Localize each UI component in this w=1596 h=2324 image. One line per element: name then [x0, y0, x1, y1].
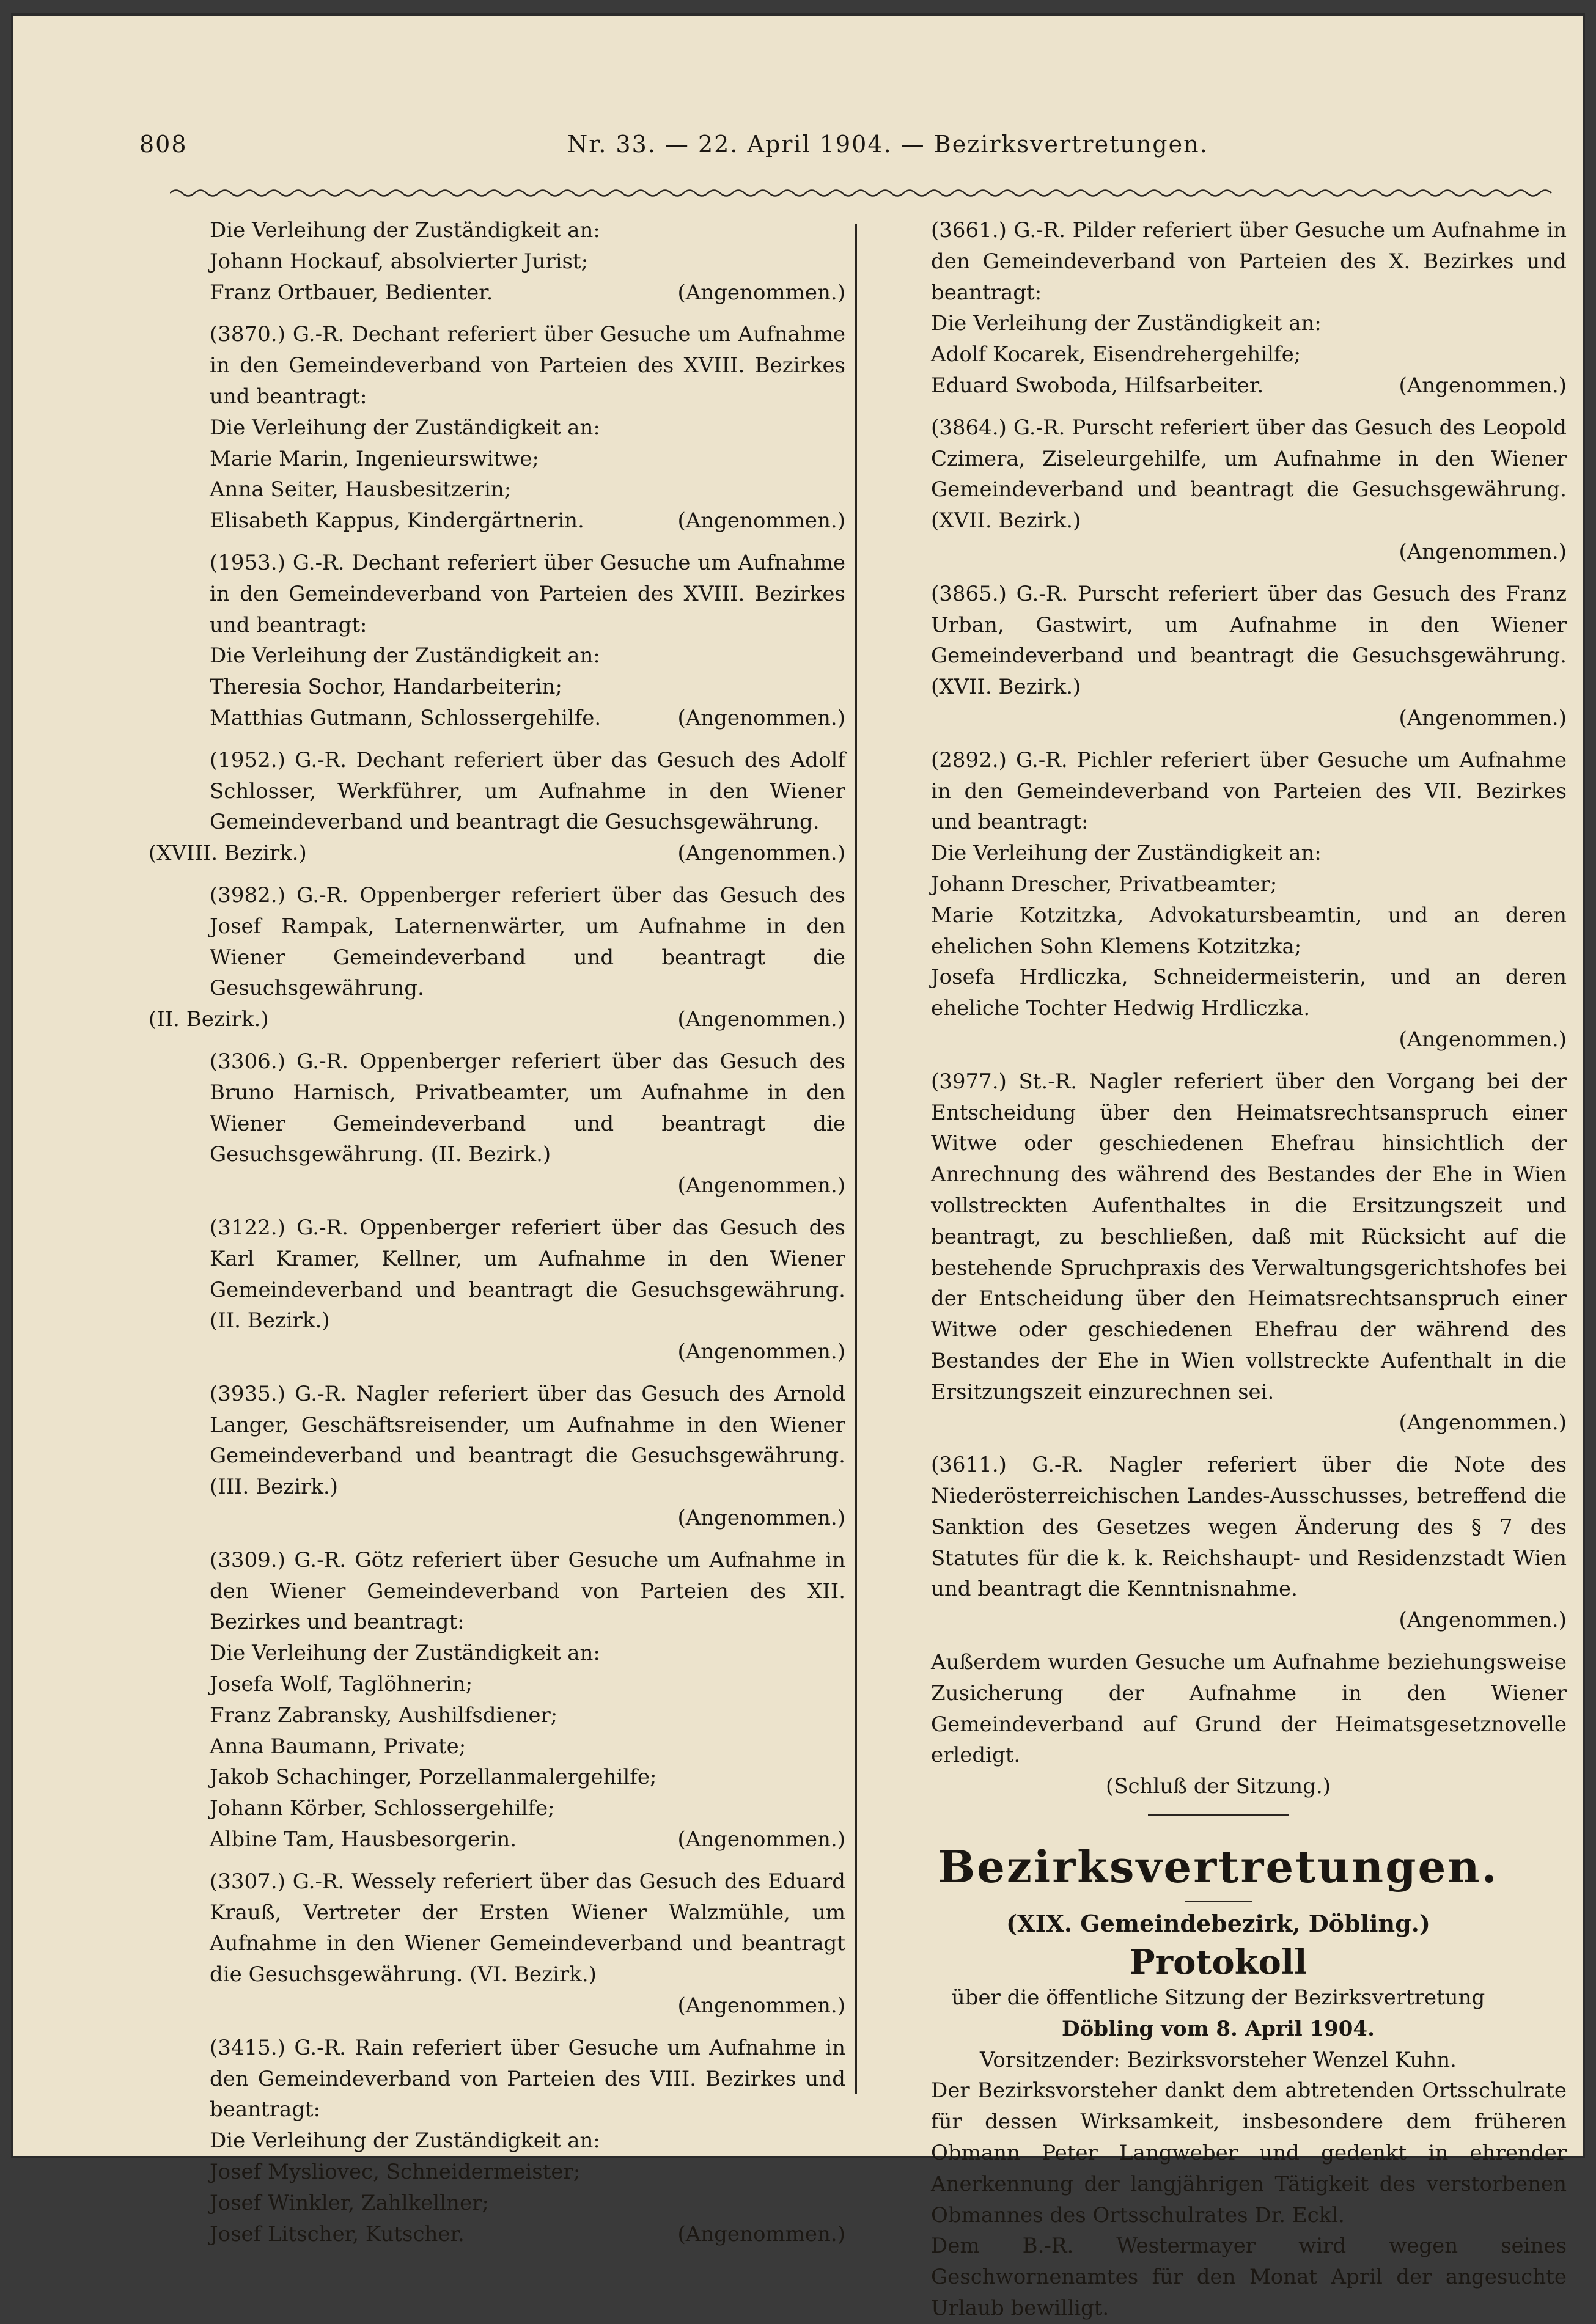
protocol-date: Döbling vom 8. April 1904. [1062, 2016, 1375, 2041]
verdict: (Angenommen.) [1399, 1410, 1567, 1435]
paragraph: Marie Marin, Ingenieurswitwe; [210, 446, 539, 471]
entry-text: Josef Litscher, Kutscher. [210, 2221, 465, 2246]
verdict: (Angenommen.) [677, 1506, 845, 1531]
section-rule [1148, 1814, 1289, 1816]
paragraph: Marie Kotzitzka, Advokatursbeamtin, und an deren ehelichen Sohn Klemens Kotzitzka; [931, 903, 1567, 959]
paragraph: Josefa Wolf, Taglöhnerin; [210, 1672, 473, 1697]
paragraph: (1952.) G.-R. Dechant referiert über das Gesuch des Adolf Schlosser, Werkführer, um Aufnahme in den Wiener Gemeindeverband und beantragt die Gesuchsgewährung. [210, 747, 845, 835]
protocol-line: über die öffentliche Sitzung der Bezirksvertretung [951, 1985, 1485, 2011]
paragraph: (3982.) G.-R. Oppenberger referiert über das Gesuch des Josef Rampak, Laternenwärter, um Aufnahme in den Wiener Gemeindeverband und beantragt die Gesuchsgewährung. [210, 882, 845, 1001]
paragraph: Johann Drescher, Privatbeamter; [931, 871, 1278, 896]
paragraph: Josef Mysliovec, Schneidermeister; [210, 2160, 581, 2185]
entry-text: Eduard Swoboda, Hilfsarbeiter. [931, 373, 1264, 398]
left-column [149, 215, 845, 2249]
verdict: (Angenommen.) [1399, 373, 1567, 398]
verdict: (Angenommen.) [1399, 539, 1567, 564]
paragraph: (3307.) G.-R. Wessely referiert über das Gesuch des Eduard Krauß, Vertreter der Ersten Wiener Walzmühle, um Aufnahme in den Wiener Gemeindeverband und beantragt die Gesuchsgewährung. (VI. Bezirk.) [210, 1869, 845, 1987]
paragraph: Franz Zabransky, Aushilfsdiener; [210, 1703, 558, 1728]
entry-text: (II. Bezirk.) [149, 1007, 269, 1032]
page-header [139, 131, 1484, 174]
verdict: (Angenommen.) [677, 841, 845, 866]
wavy-header-rule [170, 188, 1557, 199]
verdict: (Angenommen.) [1399, 1027, 1567, 1052]
verdict: (Angenommen.) [1399, 1608, 1567, 1633]
entry-line [149, 505, 845, 537]
entry-line [149, 1004, 845, 1035]
paragraph: Die Verleihung der Zuständigkeit an: [210, 643, 600, 669]
entry-line [149, 838, 845, 869]
verdict: (Angenommen.) [677, 280, 845, 305]
entry-text: (XVIII. Bezirk.) [149, 841, 307, 866]
verdict: (Angenommen.) [677, 1340, 845, 1365]
column-divider [855, 224, 857, 2094]
paragraph: Die Verleihung der Zuständigkeit an: [210, 1641, 600, 1666]
paragraph: Adolf Kocarek, Eisendrehergehilfe; [931, 342, 1301, 367]
paragraph: (3309.) G.-R. Götz referiert über Gesuche um Aufnahme in den Wiener Gemeindeverband von Parteien des XII. Bezirkes und beantragt: [210, 1547, 845, 1635]
paragraph: (3935.) G.-R. Nagler referiert über das Gesuch des Arnold Langer, Geschäftsreisender, um Aufnahme in den Wiener Gemeindeverband und beantragt die Gesuchsgewährung. (III. Bezirk.) [210, 1381, 845, 1500]
verdict: (Angenommen.) [677, 1827, 845, 1852]
paragraph: (3864.) G.-R. Purscht referiert über das Gesuch des Leopold Czimera, Ziseleurgehilfe, um Aufnahme in den Wiener Gemeindeverband und beantragt die Gesuchsgewährung. (XVII. Bezirk.) [931, 415, 1567, 533]
entry-line [149, 703, 845, 734]
paragraph: (3611.) G.-R. Nagler referiert über die Note des Niederösterreichischen Landes-Ausschusses, betreffend die Sanktion des Gesetzes wegen Änderung des § 7 des Statutes für die k. k. Reichshaupt- und Residenzstadt Wien und beantragt die Kenntnisnahme. [931, 1453, 1567, 1602]
entry-line [149, 277, 845, 309]
paragraph: Anna Seiter, Hausbesitzerin; [210, 477, 512, 502]
paragraph: Die Verleihung der Zuständigkeit an: [210, 415, 600, 440]
paragraph: Der Bezirksvorsteher dankt dem abtretenden Ortsschulrate für dessen Wirksamkeit, insbesondere dem früheren Obmann Peter Langweber und gedenkt in ehrender Anerkennung der langjährigen Tätigkeit des verstorbenen Obmannes des Ortsschulrates Dr. Eckl. [931, 2078, 1567, 2227]
paragraph: Dem B.-R. Westermayer wird wegen seines Geschwornenamtes für den Monat April der angesuchte Urlaub bewilligt. [931, 2234, 1567, 2321]
masthead-rule [1185, 1901, 1252, 1902]
paragraph: (3306.) G.-R. Oppenberger referiert über das Gesuch des Bruno Harnisch, Privatbeamter, um Aufnahme in den Wiener Gemeindeverband und beantragt die Gesuchsgewährung. (II. Bezirk.) [210, 1049, 845, 1167]
entry-line [149, 1824, 845, 1855]
verdict: (Angenommen.) [677, 2221, 845, 2246]
entry-line [870, 370, 1567, 401]
verdict: (Angenommen.) [677, 508, 845, 533]
paragraph: Die Verleihung der Zuständigkeit an: [931, 311, 1322, 336]
entry-text: Albine Tam, Hausbesorgerin. [210, 1827, 517, 1852]
closing-note: (Schluß der Sitzung.) [1105, 1774, 1331, 1799]
paragraph: Josef Winkler, Zahlkellner; [210, 2190, 489, 2215]
verdict: (Angenommen.) [1399, 705, 1567, 730]
verdict: (Angenommen.) [677, 705, 845, 730]
newspaper-page [11, 13, 1585, 2321]
paragraph: Anna Baumann, Private; [210, 1734, 466, 1759]
entry-text: Matthias Gutmann, Schlossergehilfe. [210, 705, 601, 730]
paragraph: (3661.) G.-R. Pilder referiert über Gesuche um Aufnahme in den Gemeindeverband von Parteien des X. Bezirkes und beantragt: [931, 218, 1567, 305]
district-subtitle: (XIX. Gemeindebezirk, Döbling.) [1006, 1910, 1430, 1938]
paragraph: Johann Körber, Schlossergehilfe; [210, 1796, 555, 1821]
page-number: 808 [139, 131, 188, 158]
chair-line: Vorsitzender: Bezirksvorsteher Wenzel Kuhn. [980, 2047, 1457, 2072]
entry-text: Franz Ortbauer, Bedienter. [210, 280, 493, 305]
entry-text: Elisabeth Kappus, Kindergärtnerin. [210, 508, 584, 533]
entry-line [149, 2219, 845, 2250]
paragraph: Theresia Sochor, Handarbeiterin; [210, 675, 562, 700]
verdict: (Angenommen.) [677, 1993, 845, 2018]
right-column [870, 215, 1567, 2324]
paragraph: Außerdem wurden Gesuche um Aufnahme beziehungsweise Zusicherung der Aufnahme in den Wiener Gemeindeverband auf Grund der Heimatsgesetznovelle erledigt. [931, 1650, 1567, 1768]
paragraph: Johann Hockauf, absolvierter Jurist; [210, 249, 589, 274]
section-masthead: Bezirksvertretungen. [938, 1841, 1499, 1893]
paragraph: (3870.) G.-R. Dechant referiert über Gesuche um Aufnahme in den Gemeindeverband von Parteien des XVIII. Bezirkes und beantragt: [210, 322, 845, 409]
paragraph: Die Verleihung der Zuständigkeit an: [931, 841, 1322, 866]
running-title: Nr. 33. — 22. April 1904. — Bezirksvertretungen. [567, 131, 1208, 158]
paragraph: Die Verleihung der Zuständigkeit an: [210, 2128, 600, 2154]
protocol-title: Protokoll [1129, 1942, 1307, 1983]
paragraph: Josefa Hrdliczka, Schneidermeisterin, und an deren eheliche Tochter Hedwig Hrdliczka. [931, 965, 1567, 1021]
verdict: (Angenommen.) [677, 1173, 845, 1198]
paragraph: (3865.) G.-R. Purscht referiert über das Gesuch des Franz Urban, Gastwirt, um Aufnahme in den Wiener Gemeindeverband und beantragt die Gesuchsgewährung. (XVII. Bezirk.) [931, 581, 1567, 700]
paragraph: Jakob Schachinger, Porzellanmalergehilfe; [210, 1765, 657, 1790]
paragraph: (2892.) G.-R. Pichler referiert über Gesuche um Aufnahme in den Gemeindeverband von Parteien des VII. Bezirkes und beantragt: [931, 747, 1567, 835]
paragraph: (3415.) G.-R. Rain referiert über Gesuche um Aufnahme in den Gemeindeverband von Parteien des VIII. Bezirkes und beantragt: [210, 2035, 845, 2122]
paragraph: (3977.) St.-R. Nagler referiert über den Vorgang bei der Entscheidung über den Heimatsrechtsanspruch einer Witwe oder geschiedenen Ehefrau hinsichtlich der Anrechnung des während des Bestandes der Ehe in Wien vollstreckten Aufenthaltes in die Ersitzungszeit und beantragt, zu beschließen, daß mit Rücksicht auf die bestehende Spruchpraxis des Verwaltungsgerichtshofes bei der Entscheidung über den Heimatsrechtsanspruch einer Witwe oder geschiedenen Ehefrau der während des Bestandes der Ehe in Wien vollstreckte Aufenthalt in die Ersitzungszeit einzurechnen sei. [931, 1069, 1567, 1404]
paragraph: Die Verleihung der Zuständigkeit an: [210, 218, 600, 243]
paragraph: (3122.) G.-R. Oppenberger referiert über das Gesuch des Karl Kramer, Kellner, um Aufnahme in den Wiener Gemeindeverband und beantragt die Gesuchsgewährung. (II. Bezirk.) [210, 1215, 845, 1333]
verdict: (Angenommen.) [677, 1007, 845, 1032]
paragraph: (1953.) G.-R. Dechant referiert über Gesuche um Aufnahme in den Gemeindeverband von Parteien des XVIII. Bezirkes und beantragt: [210, 550, 845, 637]
